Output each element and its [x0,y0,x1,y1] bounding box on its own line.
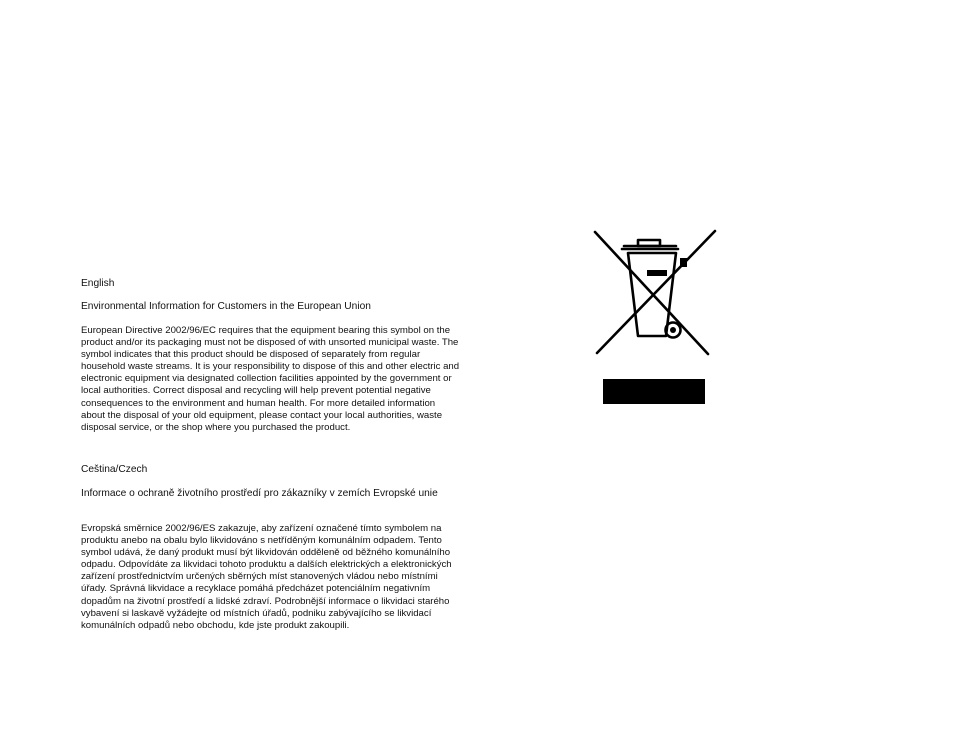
czech-body-text: Evropská směrnice 2002/96/ES zakazuje, aby zařízení označené tímto symbolem na produktu anebo na obalu bylo likvidováno s netříděným komunálním odpadem. Tento symbol udává, že daný produkt musí být likvidován odděleně od běžného komunálního odpadu. Odpovídáte za likvidaci tohoto produktu a dalších elektrických a elektronických zařízení prostřednictvím určených sběrných míst stanovených vládou nebo místními úřady. Správná likvidace a recyklace pomáhá předcházet potenciálním negativním dopadům na životní prostředí a lidské zdraví. Podrobnější informace o likvidaci starého vybavení si laskavě vyžádejte od místních úřadů, podniku zabývajícího se likvidací komunálních odpadů nebo obchodu, kde jste produkt zakoupili. [81,523,452,631]
crossed-out-wheeled-bin-icon [590,228,720,358]
english-language-heading: English [81,278,115,289]
czech-language-heading: Ceština/Czech [81,464,148,475]
czech-section-title: Informace o ochraně životního prostředí pro zákazníky v zemích Evropské unie [81,488,438,499]
english-section-title: Environmental Information for Customers in the European Union [81,301,371,312]
symbol-underline-bar [603,379,705,404]
english-body-text: European Directive 2002/96/EC requires that the equipment bearing this symbol on the product and/or its packaging must not be disposed of with unsorted municipal waste. The symbol indicates that this product should be disposed of separately from regular household waste streams. It is your responsibility to dispose of this and other electric and electronic equipment via designated collection facilities appointed by the government or local authorities. Correct disposal and recycling will help prevent potential negative consequences to the environment and human health. For more detailed information about the disposal of your old equipment, please contact your local authorities, waste disposal service, or the shop where you purchased the product. [81,325,460,433]
